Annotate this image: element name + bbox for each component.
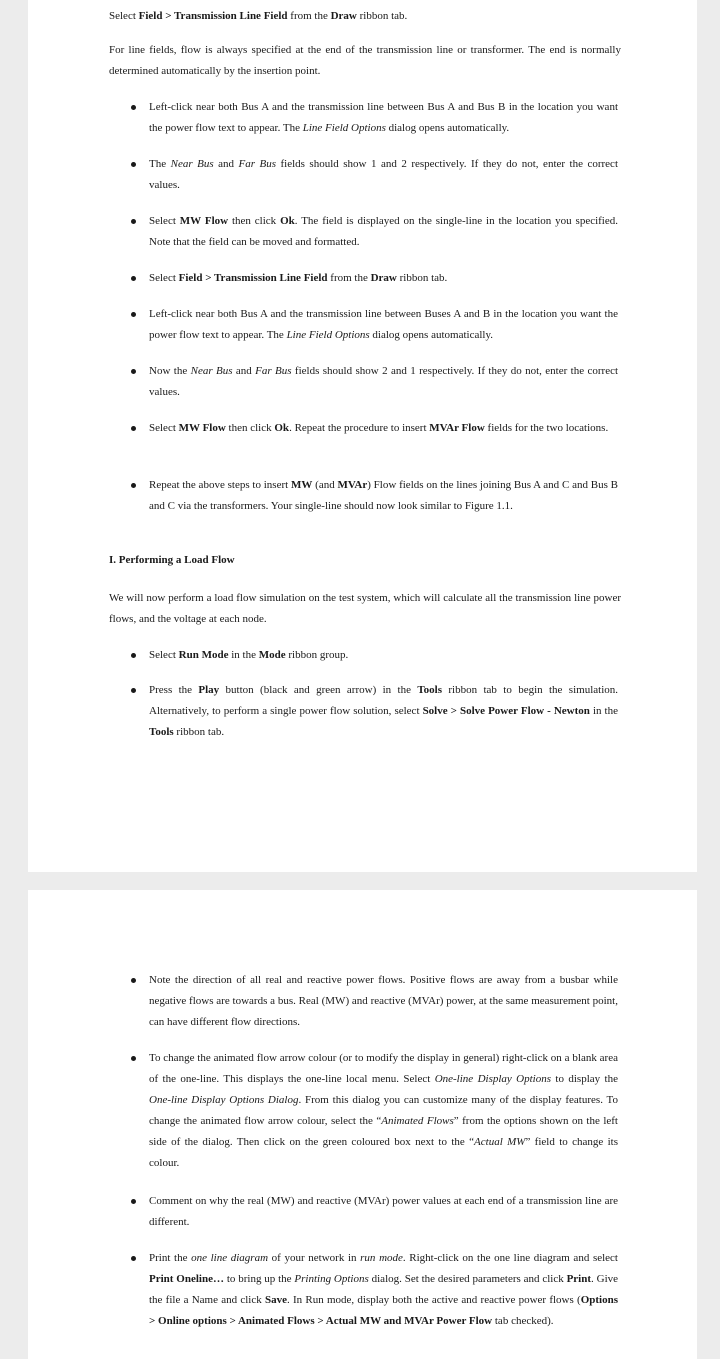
list-item: Select Field > Transmission Line Field from the Draw ribbon tab.: [149, 268, 618, 289]
list-item: Comment on why the real (MW) and reactive (MVAr) power values at each end of a transmission line are different.: [149, 1191, 618, 1233]
document-page-2: [28, 890, 697, 1359]
section-heading: I. Performing a Load Flow: [109, 554, 235, 566]
list-item: Print the one line diagram of your network in run mode. Right-click on the one line diagram and select Print Oneline… to bring up the Printing Options dialog. Set the desired parameters and click Print. Give the file a Name and click Save. In Run mode, display both the active and reactive power flows (Options > Online options > Animated Flows > Actual MW and MVAr Power Flow tab checked).: [149, 1248, 618, 1332]
paragraph-load-flow: We will now perform a load flow simulation on the test system, which will calculate all the transmission line power flows, and the voltage at each node.: [109, 592, 621, 625]
document-page-1: [28, 0, 697, 872]
intro-line: Select Field > Transmission Line Field from the Draw ribbon tab.: [109, 10, 408, 22]
list-item: Now the Near Bus and Far Bus fields should show 2 and 1 respectively. If they do not, enter the correct values.: [149, 361, 618, 403]
list-item: Press the Play button (black and green arrow) in the Tools ribbon tab to begin the simulation. Alternatively, to perform a single power flow solution, select Solve > Solve Power Flow - Newton in the Tools ribbon tab.: [149, 680, 618, 743]
list-item: The Near Bus and Far Bus fields should show 1 and 2 respectively. If they do not, enter the correct values.: [149, 154, 618, 196]
list-item: Left-click near both Bus A and the transmission line between Buses A and B in the location you want the power flow text to appear. The Line Field Options dialog opens automatically.: [149, 304, 618, 346]
list-item: Left-click near both Bus A and the transmission line between Bus A and Bus B in the location you want the power flow text to appear. The Line Field Options dialog opens automatically.: [149, 97, 618, 139]
list-item: Note the direction of all real and reactive power flows. Positive flows are away from a busbar while negative flows are towards a bus. Real (MW) and reactive (MVAr) power, at the same measurement point, can have different flow directions.: [149, 970, 618, 1033]
paragraph-line-fields: For line fields, flow is always specified at the end of the transmission line or transformer. The end is normally determined automatically by the insertion point.: [109, 44, 621, 77]
list-item: Select MW Flow then click Ok. The field is displayed on the single-line in the location you specified. Note that the field can be moved and formatted.: [149, 211, 618, 253]
list-item: To change the animated flow arrow colour (or to modify the display in general) right-click on a blank area of the one-line. This displays the one-line local menu. Select One-line Display Options to display the One-line Display Options Dialog. From this dialog you can customize many of the display features. To change the animated flow arrow colour, select the “Animated Flows” from the options shown on the left side of the dialog. Then click on the green coloured box next to the “Actual MW” field to change its colour.: [149, 1048, 618, 1174]
list-item: Select Run Mode in the Mode ribbon group.: [149, 645, 618, 666]
list-item: Repeat the above steps to insert MW (and MVAr) Flow fields on the lines joining Bus A and C and Bus B and C via the transformers. Your single-line should now look similar to Figure 1.1.: [149, 475, 618, 517]
list-item: Select MW Flow then click Ok. Repeat the procedure to insert MVAr Flow fields for the two locations.: [149, 418, 618, 439]
